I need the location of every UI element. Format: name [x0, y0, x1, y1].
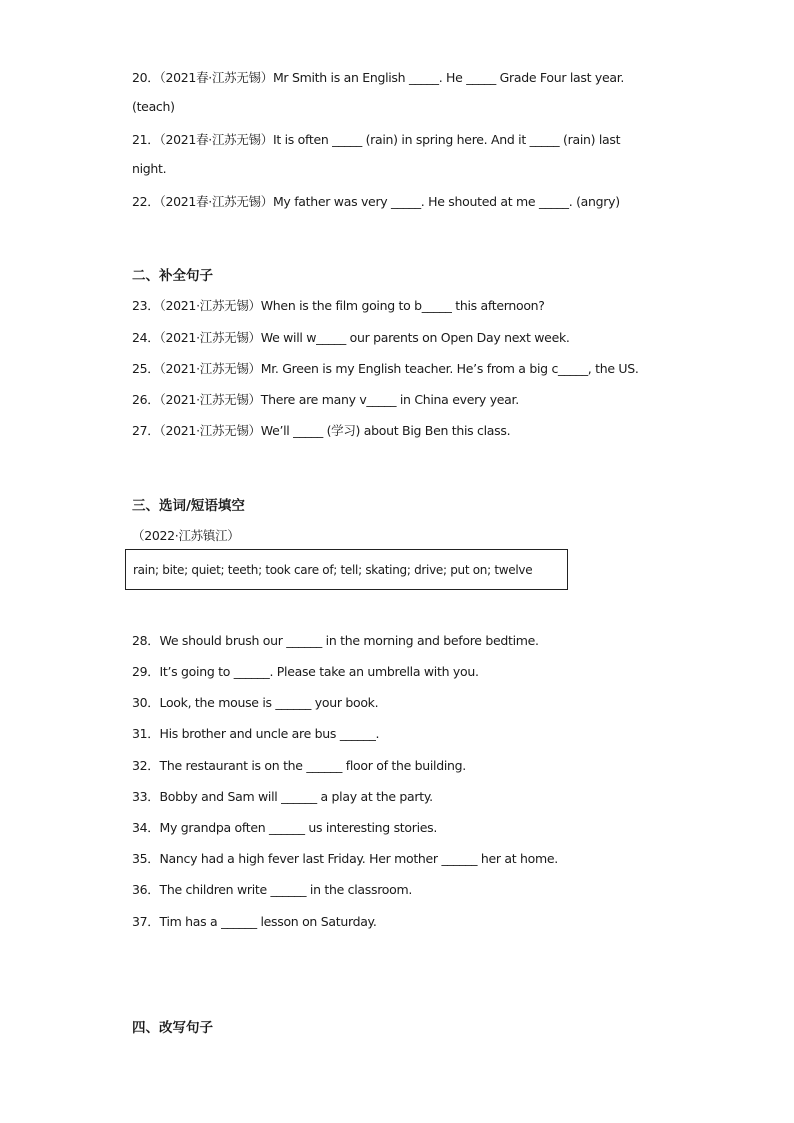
question-30: 30．Look, the mouse is ______ your book.: [132, 695, 379, 710]
question-31: 31．His brother and uncle are bus ______.: [132, 726, 380, 741]
question-34: 34．My grandpa often ______ us interesting stories.: [132, 820, 438, 835]
question-35: 35．Nancy had a high fever last Friday. Her mother ______ her at home.: [132, 851, 558, 866]
section-source: （2022·江苏镇江）: [132, 528, 240, 543]
question-27: 27．（2021·江苏无锡）We’ll _____ (学习) about Big Ben this class.: [132, 423, 511, 438]
question-32: 32．The restaurant is on the ______ floor of the building.: [132, 758, 466, 773]
question-25: 25．（2021·江苏无锡）Mr. Green is my English teacher. He’s from a big c_____, the US.: [132, 361, 639, 376]
question-22: 22．（2021春·江苏无锡）My father was very _____. He shouted at me _____. (angry): [132, 194, 620, 209]
question-26: 26．（2021·江苏无锡）There are many v_____ in China every year.: [132, 392, 519, 407]
word-bank-text: rain; bite; quiet; teeth; took care of; tell; skating; drive; put on; twelve: [133, 563, 533, 577]
question-36: 36．The children write ______ in the classroom.: [132, 882, 413, 897]
question-23: 23．（2021·江苏无锡）When is the film going to b_____ this afternoon?: [132, 298, 545, 313]
section-title-complete-sentences: 二、补全句子: [132, 268, 213, 284]
section-title-word-fill: 三、选词/短语填空: [132, 498, 245, 514]
question-21: 21．（2021春·江苏无锡）It is often _____ (rain) in spring here. And it _____ (rain) last: [132, 132, 621, 147]
question-20-hint: (teach): [132, 99, 175, 114]
section-title-rewrite-sentences: 四、改写句子: [132, 1020, 213, 1036]
word-bank-box: [125, 549, 568, 590]
question-20: 20．（2021春·江苏无锡）Mr Smith is an English _____. He _____ Grade Four last year.: [132, 70, 625, 85]
question-37: 37．Tim has a ______ lesson on Saturday.: [132, 914, 377, 929]
question-24: 24．（2021·江苏无锡）We will w_____ our parents on Open Day next week.: [132, 330, 570, 345]
question-29: 29．It’s going to ______. Please take an umbrella with you.: [132, 664, 479, 679]
question-21-continued: night.: [132, 161, 167, 176]
question-33: 33．Bobby and Sam will ______ a play at the party.: [132, 789, 433, 804]
question-28: 28．We should brush our ______ in the morning and before bedtime.: [132, 633, 539, 648]
